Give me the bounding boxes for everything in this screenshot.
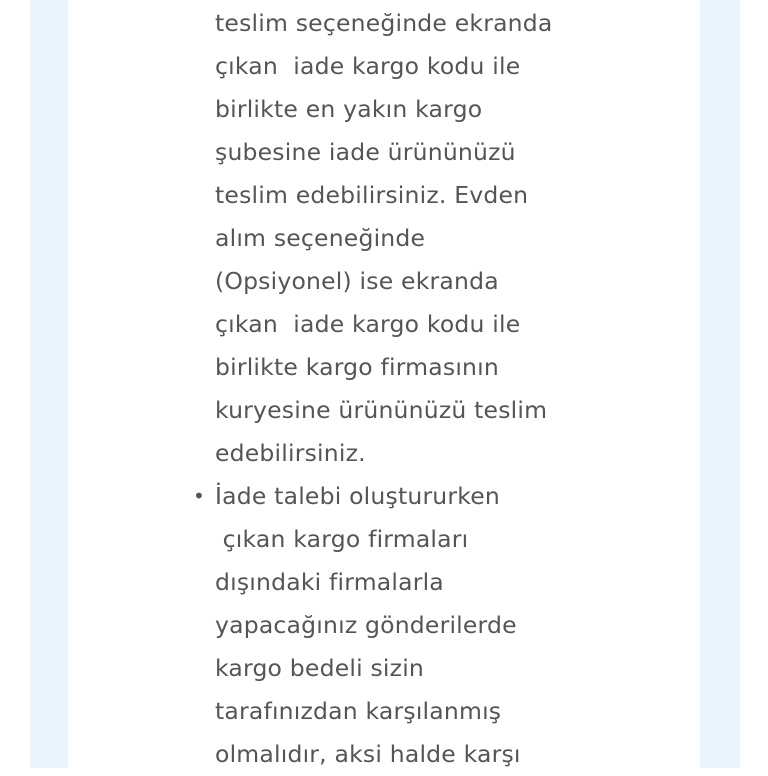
text-line: çıkan iade kargo kodu ile xyxy=(215,52,521,80)
text-line: teslim seçeneğinde ekranda xyxy=(215,9,553,37)
text-line: tarafınızdan karşılanmış xyxy=(215,697,502,725)
list-item-shipping-cost xyxy=(193,475,695,776)
text-line: şubesine iade ürününüzü xyxy=(215,138,516,166)
text-line: (Opsiyonel) ise ekranda xyxy=(215,267,499,295)
text-line: alım seçeneğinde xyxy=(215,224,426,252)
text-line: çıkan kargo firmaları xyxy=(215,525,469,553)
text-line: dışındaki firmalarla xyxy=(215,568,444,596)
left-side-band xyxy=(30,0,68,768)
text-line: kargo bedeli sizin xyxy=(215,654,425,682)
text-line: olmalıdır, aksi halde karşı xyxy=(215,740,521,768)
text-line: İade talebi oluştururken xyxy=(215,482,500,510)
right-side-band xyxy=(700,0,740,768)
text-line: yapacağınız gönderilerde xyxy=(215,611,517,639)
text-line: kuryesine ürününüzü teslim xyxy=(215,396,548,424)
return-info-text xyxy=(193,2,695,776)
list-item-return-options xyxy=(215,2,695,475)
text-line: çıkan iade kargo kodu ile xyxy=(215,310,521,338)
text-line: birlikte en yakın kargo xyxy=(215,95,483,123)
text-line: edebilirsiniz. xyxy=(215,439,366,467)
text-line: teslim edebilirsiniz. Evden xyxy=(215,181,529,209)
bullet-icon: • xyxy=(193,484,205,508)
text-line: birlikte kargo firmasının xyxy=(215,353,499,381)
